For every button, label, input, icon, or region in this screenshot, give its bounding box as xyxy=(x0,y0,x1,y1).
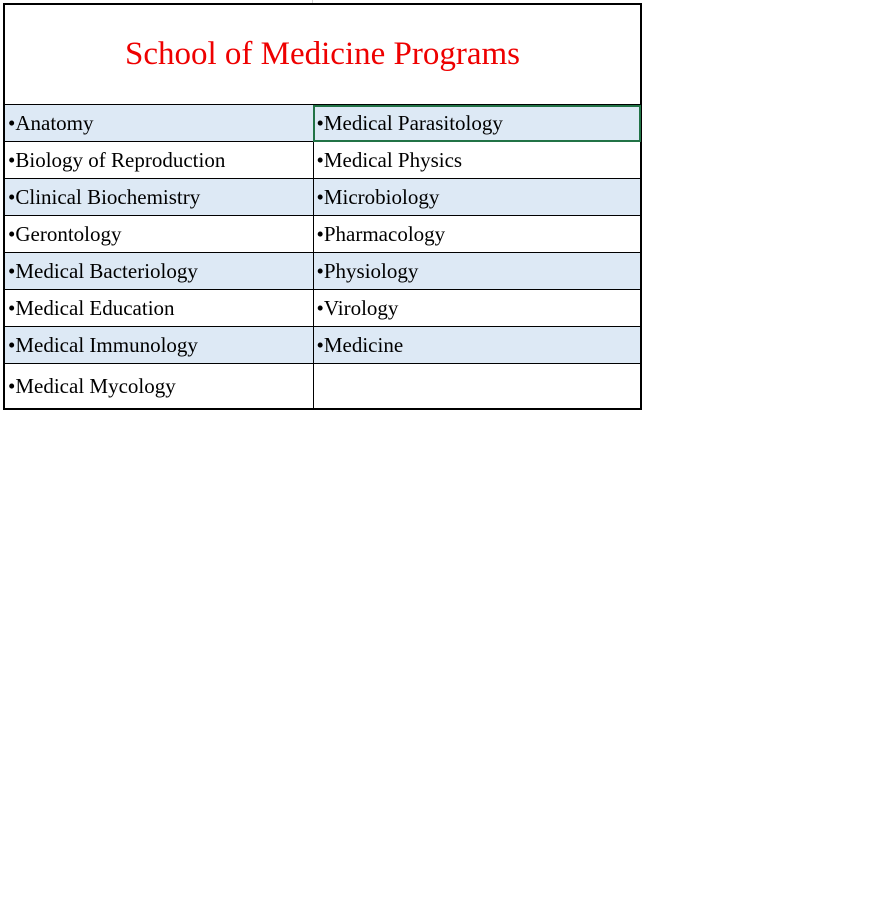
program-cell[interactable]: •Clinical Biochemistry xyxy=(4,179,313,216)
table-title[interactable]: School of Medicine Programs xyxy=(4,4,641,105)
program-cell[interactable]: •Medical Physics xyxy=(313,142,641,179)
table-row xyxy=(4,327,641,364)
program-cell[interactable]: •Medical Mycology xyxy=(4,364,313,410)
program-cell[interactable]: •Biology of Reproduction xyxy=(4,142,313,179)
table-row xyxy=(4,290,641,327)
table-row xyxy=(4,253,641,290)
program-cell[interactable]: •Virology xyxy=(313,290,641,327)
table-row xyxy=(4,364,641,410)
table-row xyxy=(4,216,641,253)
table-row xyxy=(4,142,641,179)
program-cell[interactable]: •Gerontology xyxy=(4,216,313,253)
program-cell[interactable]: •Physiology xyxy=(313,253,641,290)
table-row xyxy=(4,105,641,142)
program-cell-selected[interactable]: •Medical Parasitology xyxy=(313,105,641,142)
program-cell[interactable]: •Pharmacology xyxy=(313,216,641,253)
program-cell[interactable]: •Medical Bacteriology xyxy=(4,253,313,290)
table-row xyxy=(4,179,641,216)
programs-table xyxy=(3,3,642,410)
program-cell[interactable]: •Medicine xyxy=(313,327,641,364)
program-cell[interactable]: •Medical Immunology xyxy=(4,327,313,364)
program-cell[interactable]: •Medical Education xyxy=(4,290,313,327)
program-cell[interactable]: •Anatomy xyxy=(4,105,313,142)
program-cell[interactable]: •Microbiology xyxy=(313,179,641,216)
empty-cell[interactable] xyxy=(313,364,641,410)
